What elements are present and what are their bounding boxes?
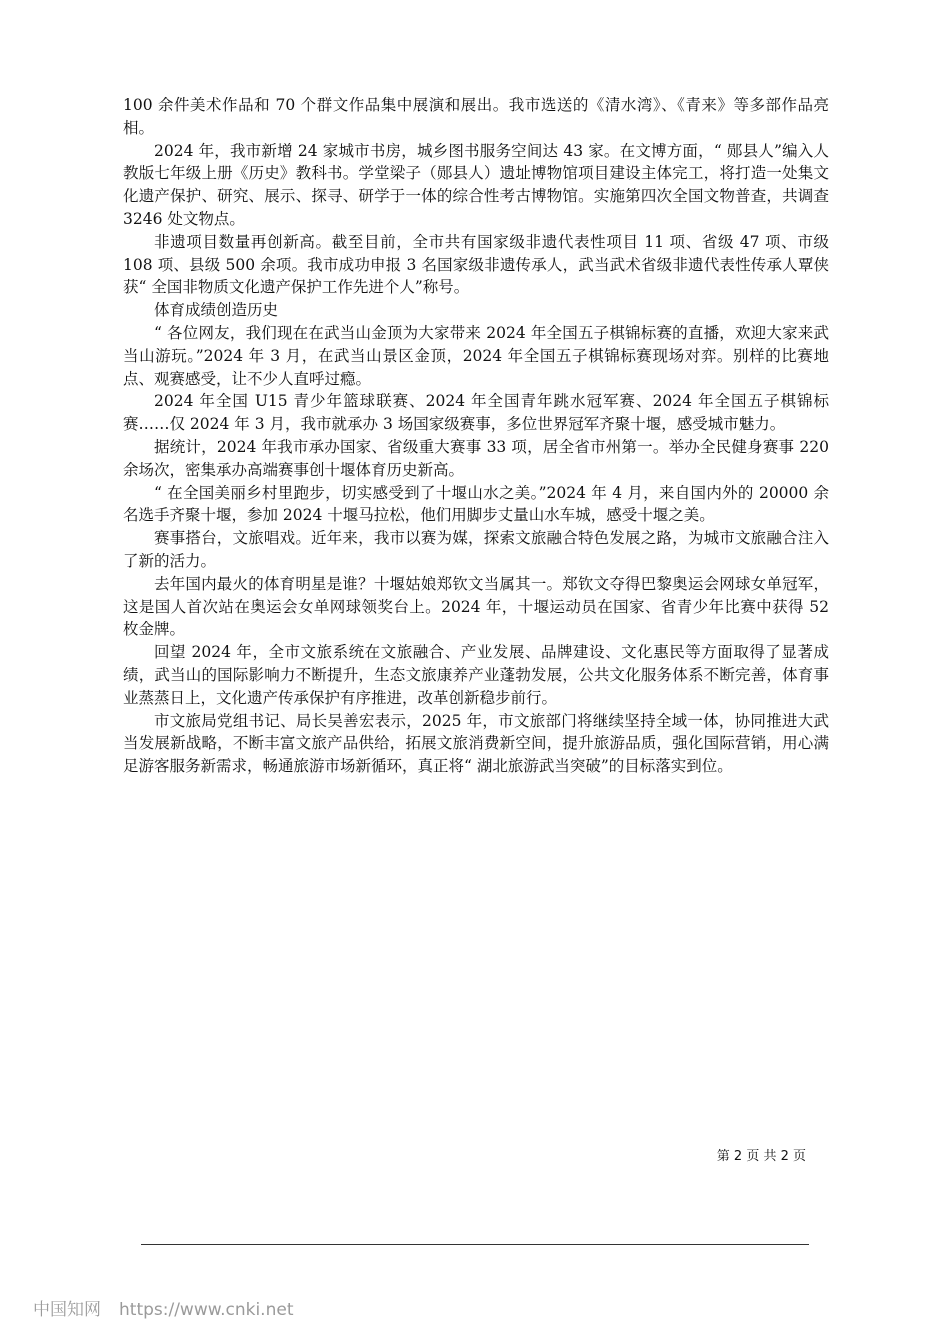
watermark-url: https://www.cnki.net xyxy=(119,1300,294,1320)
paragraph: 100 余件美术作品和 70 个群文作品集中展演和展出。我市选送的《清水湾》、《青来》等多部作品亮相。 xyxy=(123,96,829,137)
watermark-brand: 中国知网 xyxy=(33,1300,101,1320)
paragraph: 赛事搭台，文旅唱戏。近年来，我市以赛为媒，探索文旅融合特色发展之路，为城市文旅融合注入了新的活力。 xyxy=(123,529,829,570)
section-heading: 体育成绩创造历史 xyxy=(154,301,279,320)
footer-divider xyxy=(141,1244,809,1245)
paragraph: 去年国内最火的体育明星是谁？十堰姑娘郑钦文当属其一。郑钦文夺得巴黎奥运会网球女单冠军，这是国人首次站在奥运会女单网球领奖台上。2024 年，十堰运动员在国家、省青少年比赛中获得 52 枚金牌。 xyxy=(123,574,829,639)
cnki-watermark xyxy=(33,1295,293,1320)
paragraph: 回望 2024 年，全市文旅系统在文旅融合、产业发展、品牌建设、文化惠民等方面取得了显著成绩，武当山的国际影响力不断提升，生态文旅康养产业蓬勃发展，公共文化服务体系不断完善，体育事业蒸蒸日上，文化遗产传承保护有序推进，改革创新稳步前行。 xyxy=(123,643,829,707)
paragraph: 据统计，2024 年我市承办国家、省级重大赛事 33 项，居全省市州第一。举办全民健身赛事 220 余场次，密集承办高端赛事创十堰体育历史新高。 xyxy=(123,437,829,479)
paragraph: 2024 年，我市新增 24 家城市书房，城乡图书服务空间达 43 家。在文博方面，“ 郧县人”编入人教版七年级上册《历史》教科书。学堂梁子（郧县人）遗址博物馆项目建设主体完工，将打造一处集文化遗产保护、研究、展示、探寻、研学于一体的综合性考古博物馆。实施第四次全国文物普查，共调查 3246 处文物点。 xyxy=(123,141,829,228)
paragraph: “ 在全国美丽乡村里跑步，切实感受到了十堰山水之美。”2024 年 4 月，来自国内外的 20000 余名选手齐聚十堰，参加 2024 十堰马拉松，他们用脚步丈量山水车城，感受十堰之美。 xyxy=(123,483,829,525)
article-body xyxy=(123,94,829,778)
paragraph: 非遗项目数量再创新高。截至目前，全市共有国家级非遗代表性项目 11 项、省级 47 项、市级 108 项、县级 500 余项。我市成功申报 3 名国家级非遗传承人，武当武术省级非遗代表性传承人覃侠获“ 全国非物质文化遗产保护工作先进个人”称号。 xyxy=(123,232,829,297)
paragraph: “ 各位网友，我们现在在武当山金顶为大家带来 2024 年全国五子棋锦标赛的直播，欢迎大家来武当山游玩。”2024 年 3 月，在武当山景区金顶，2024 年全国五子棋锦标赛现场对弈。别样的比赛地点、观赛感受，让不少人直呼过瘾。 xyxy=(123,323,829,388)
paragraph: 市文旅局党组书记、局长吴善宏表示，2025 年，市文旅部门将继续坚持全域一体，协同推进大武当发展新战略，不断丰富文旅产品供给，拓展文旅消费新空间，提升旅游品质，强化国际营销，用心满足游客服务新需求，畅通旅游市场新循环，真正将“ 湖北旅游武当突破”的目标落实到位。 xyxy=(123,711,829,776)
page-number: 第 2 页 共 2 页 xyxy=(716,1149,806,1164)
paragraph: 2024 年全国 U15 青少年篮球联赛、2024 年全国青年跳水冠军赛、2024 年全国五子棋锦标赛……仅 2024 年 3 月，我市就承办 3 场国家级赛事，多位世界冠军齐聚十堰，感受城市魅力。 xyxy=(123,392,829,434)
